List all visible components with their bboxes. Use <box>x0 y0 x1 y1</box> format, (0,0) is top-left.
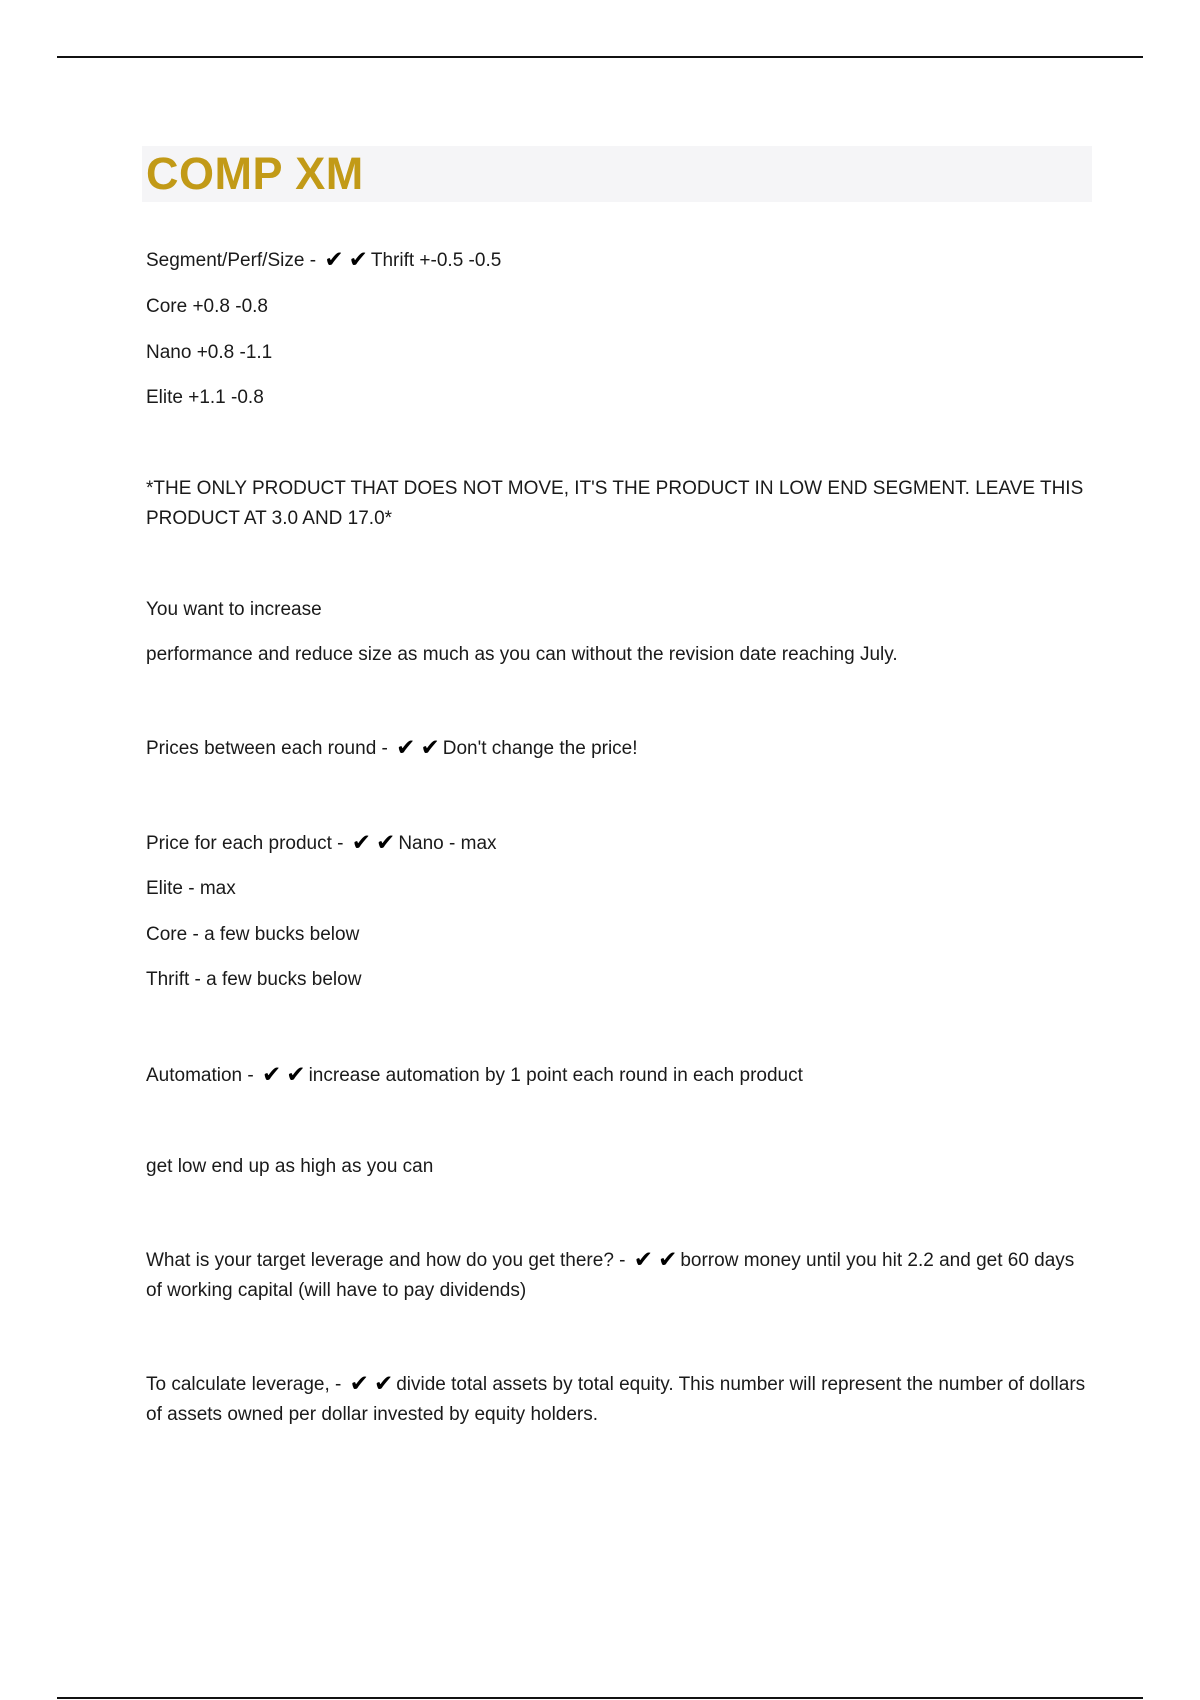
question-text: Segment/Perf/Size - <box>146 250 317 271</box>
text-line: Thrift - a few bucks below <box>146 969 362 990</box>
question-text: Price for each product - <box>146 833 344 854</box>
qa-prices-between-rounds <box>146 733 1086 764</box>
question-text: Automation - <box>146 1065 254 1086</box>
check-icon: ✔ <box>349 1371 369 1397</box>
check-icon: ✔ <box>376 830 396 856</box>
check-icon: ✔ <box>286 1062 306 1088</box>
note-paragraph: *THE ONLY PRODUCT THAT DOES NOT MOVE, IT'S THE PRODUCT IN LOW END SEGMENT. LEAVE THIS PRODUCT AT 3.0 AND 17.0* <box>146 478 1084 529</box>
check-icon: ✔ <box>396 735 416 761</box>
answer-text: borrow money until you hit 2.2 and get 60 days of working capital (will have to pay dividends) <box>146 1250 1075 1301</box>
check-icon: ✔ <box>373 1371 394 1397</box>
qa-price-each-product <box>146 828 1086 859</box>
check-icon: ✔ <box>351 830 372 856</box>
text-line: Core - a few bucks below <box>146 924 360 945</box>
question-text: To calculate leverage, - <box>146 1374 342 1395</box>
check-icon: ✔ <box>633 1247 654 1273</box>
answer-text: Don't change the price! <box>442 738 638 759</box>
check-icon: ✔ <box>658 1247 678 1273</box>
check-icon: ✔ <box>324 247 344 273</box>
top-rule <box>57 56 1143 58</box>
answer-text: Nano - max <box>398 833 497 854</box>
text-line: Core +0.8 -0.8 <box>146 296 268 317</box>
text-line: Elite - max <box>146 878 236 899</box>
qa-calculate-leverage <box>146 1369 1086 1430</box>
text-line: Elite +1.1 -0.8 <box>146 387 264 408</box>
qa-segment-perf-size <box>146 245 1086 276</box>
title-banner <box>142 146 1092 202</box>
page-title: COMP XM <box>146 148 364 199</box>
check-icon: ✔ <box>262 1062 282 1088</box>
question-text: What is your target leverage and how do you get there? - <box>146 1250 626 1271</box>
qa-target-leverage <box>146 1245 1086 1306</box>
text-line: performance and reduce size as much as you can without the revision date reaching July. <box>146 644 898 665</box>
document-body <box>146 245 1086 1430</box>
question-text: Prices between each round - <box>146 738 388 759</box>
text-line: get low end up as high as you can <box>146 1156 434 1177</box>
check-icon: ✔ <box>420 735 440 761</box>
answer-text: increase automation by 1 point each round in each product <box>308 1065 803 1086</box>
qa-automation <box>146 1060 1086 1091</box>
text-line: You want to increase <box>146 599 322 620</box>
bottom-rule <box>57 1697 1143 1699</box>
text-line: Nano +0.8 -1.1 <box>146 342 273 363</box>
answer-text: Thrift +-0.5 -0.5 <box>370 250 502 271</box>
check-icon: ✔ <box>348 247 368 273</box>
answer-text: divide total assets by total equity. This number will represent the number of dollars of assets owned per dollar invested by equity holders. <box>146 1374 1086 1425</box>
